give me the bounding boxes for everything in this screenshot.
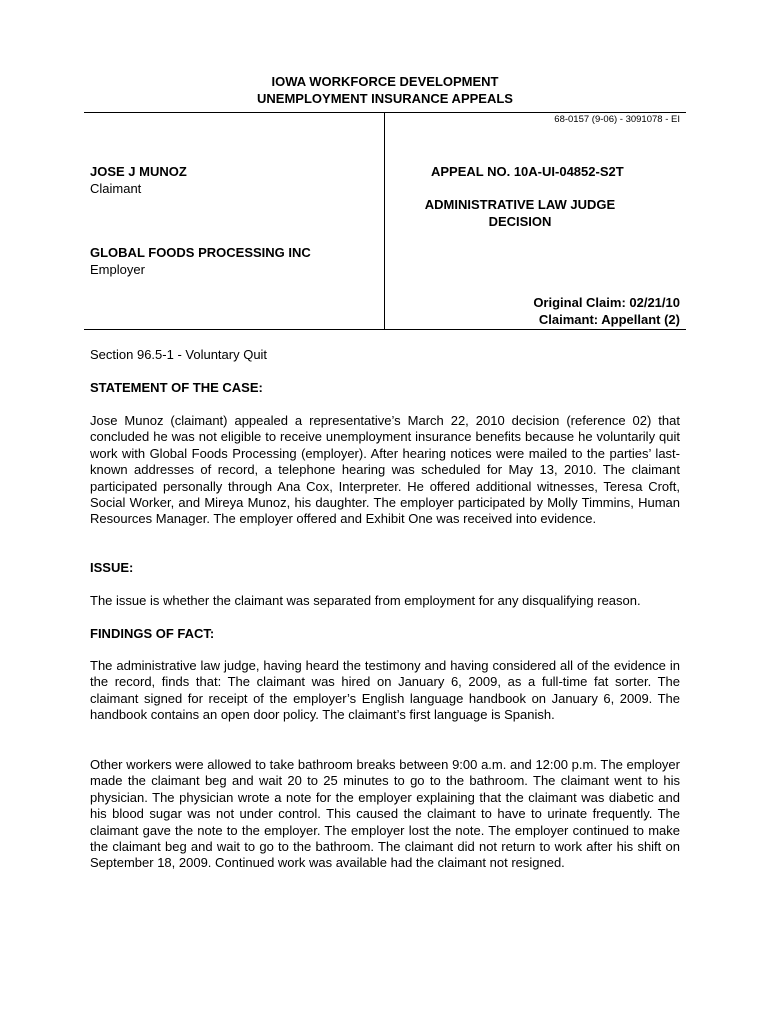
findings-heading: FINDINGS OF FACT: bbox=[90, 626, 215, 641]
findings-paragraph-2: Other workers were allowed to take bathroom breaks between 9:00 a.m. and 12:00 p.m. The employer made the claimant beg and wait 20 to 25 minutes to go to the bathroom. The claimant went to his physician. The physician wrote a note for the employer explaining that the claimant was diabetic and his blood sugar was not under control. This caused the claimant to have to urinate frequently. The claimant gave the note to the employer. The employer lost the note. The employer continued to make the claimant beg and wait to go to the bathroom. The claimant did not return to work after his shift on September 18, 2009. Continued work was available had the claimant not resigned. bbox=[90, 757, 680, 871]
decision-title-line-1: ADMINISTRATIVE LAW JUDGE bbox=[424, 197, 616, 212]
caption-divider bbox=[384, 112, 385, 330]
agency-line-1: IOWA WORKFORCE DEVELOPMENT bbox=[271, 74, 499, 89]
caption-right-bottom-rule bbox=[384, 329, 686, 330]
section-reference: Section 96.5-1 - Voluntary Quit bbox=[90, 347, 268, 362]
agency-header bbox=[0, 73, 770, 107]
employer-role: Employer bbox=[90, 262, 145, 277]
issue-paragraph: The issue is whether the claimant was separated from employment for any disqualifying reason. bbox=[90, 593, 641, 608]
claimant-role: Claimant bbox=[90, 181, 142, 196]
findings-paragraph-1: The administrative law judge, having heard the testimony and having considered all of the evidence in the record, finds that: The claimant was hired on January 6, 2009, as a full-time fat sorter. The claimant signed for receipt of the employer’s English language handbook on January 6, 2009. The handbook contains an open door policy. The claimant’s first language is Spanish. bbox=[90, 658, 680, 723]
statement-heading: STATEMENT OF THE CASE: bbox=[90, 380, 263, 395]
statement-paragraph: Jose Munoz (claimant) appealed a representative’s March 22, 2010 decision (reference 02) that concluded he was not eligible to receive unemployment insurance benefits because he voluntarily quit work with Global Foods Processing (employer). After hearing notices were mailed to the parties’ last-known addresses of record, a telephone hearing was scheduled for May 13, 2010. The claimant participated personally through Ana Cox, Interpreter. He offered additional witnesses, Teresa Croft, Social Worker, and Mireya Munoz, his daughter. The employer participated by Molly Timmins, Human Resources Manager. The employer offered and Exhibit One was received into evidence. bbox=[90, 413, 680, 527]
employer-name: GLOBAL FOODS PROCESSING INC bbox=[90, 245, 311, 260]
caption-top-rule bbox=[84, 112, 686, 113]
claimant-name: JOSE J MUNOZ bbox=[90, 164, 187, 179]
issue-heading: ISSUE: bbox=[90, 560, 134, 575]
original-claim: Original Claim: 02/21/10 bbox=[533, 295, 680, 310]
form-number: 68-0157 (9-06) - 3091078 - EI bbox=[554, 114, 680, 125]
decision-title-line-2: DECISION bbox=[488, 213, 552, 229]
claimant-status: Claimant: Appellant (2) bbox=[538, 312, 680, 327]
agency-line-2: UNEMPLOYMENT INSURANCE APPEALS bbox=[257, 91, 513, 106]
decision-title bbox=[420, 197, 620, 230]
appeal-number: APPEAL NO. 10A-UI-04852-S2T bbox=[431, 164, 624, 179]
caption-left-bottom-rule bbox=[84, 329, 384, 330]
